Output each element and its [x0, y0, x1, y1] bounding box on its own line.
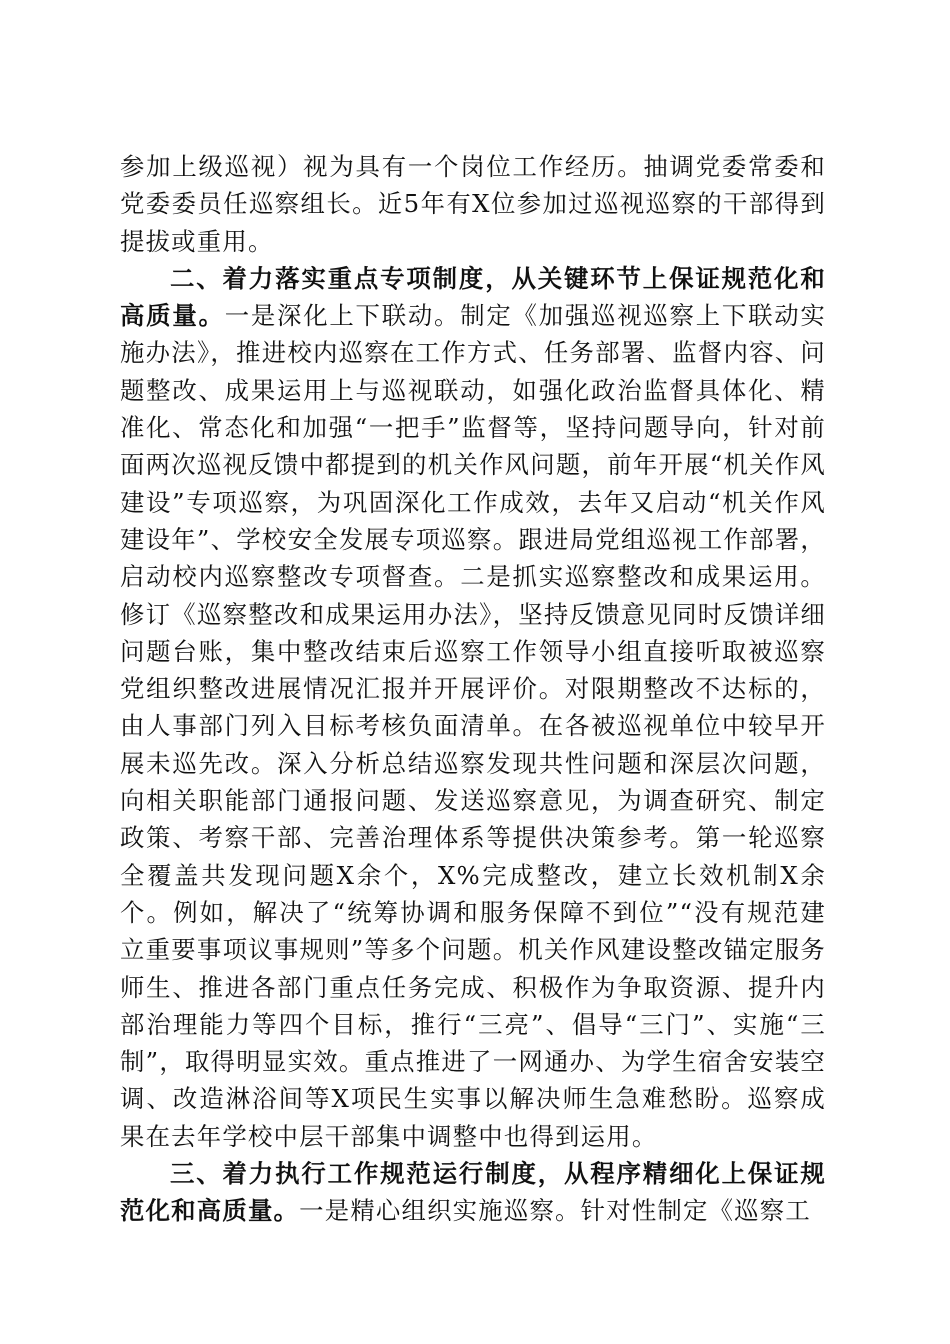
document-page: [120, 148, 826, 1230]
paragraph-1-body: 参加上级巡视）视为具有一个岗位工作经历。抽调党委常委和党委委员任巡察组长。近5年有X位参加过巡视巡察的干部得到提拔或重用。: [120, 152, 826, 256]
paragraph-3-heading: 三、着力执行工作规范运行制度，从程序精细化上保证规范化和高质量。: [120, 1159, 826, 1226]
paragraph-1: [120, 148, 826, 260]
paragraph-2: [120, 260, 826, 1155]
paragraph-2-heading: 二、着力落实重点专项制度，从关键环节上保证规范化和高质量。: [120, 263, 826, 331]
paragraph-2-body: 一是深化上下联动。制定《加强巡视巡察上下联动实施办法》，推进校内巡察在工作方式、任务部署、监督内容、问题整改、成果运用上与巡视联动，如强化政治监督具体化、精准化、常态化和加强“一把手”监督等，坚持问题导向，针对前面两次巡视反馈中都提到的机关作风问题，前年开展“机关作风建设”专项巡察，为巩固深化工作成效，去年又启动“机关作风建设年”、学校安全发展专项巡察。跟进局党组巡视工作部署，启动校内巡察整改专项督查。二是抓实巡察整改和成果运用。修订《巡察整改和成果运用办法》，坚持反馈意见同时反馈详细问题台账，集中整改结束后巡察工作领导小组直接听取被巡察党组织整改进展情况汇报并开展评价。对限期整改不达标的，由人事部门列入目标考核负面清单。在各被巡视单位中较早开展未巡先改。深入分析总结巡察发现共性问题和深层次问题，向相关职能部门通报问题、发送巡察意见，为调查研究、制定政策、考察干部、完善治理体系等提供决策参考。第一轮巡察全覆盖共发现问题X余个，X%完成整改，建立长效机制X余个。例如，解决了“统筹协调和服务保障不到位”“没有规范建立重要事项议事规则”等多个问题。机关作风建设整改锚定服务师生、推进各部门重点任务完成、积极作为争取资源、提升内部治理能力等四个目标，推行“三亮”、倡导“三门”、实施“三制”，取得明显实效。重点推进了一网通办、为学生宿舍安装空调、改造淋浴间等X项民生实事以解决师生急难愁盼。巡察成果在去年学校中层干部集中调整中也得到运用。: [120, 301, 826, 1151]
paragraph-3-body: 一是精心组织实施巡察。针对性制定《巡察工: [299, 1196, 811, 1226]
paragraph-3: [120, 1155, 826, 1230]
